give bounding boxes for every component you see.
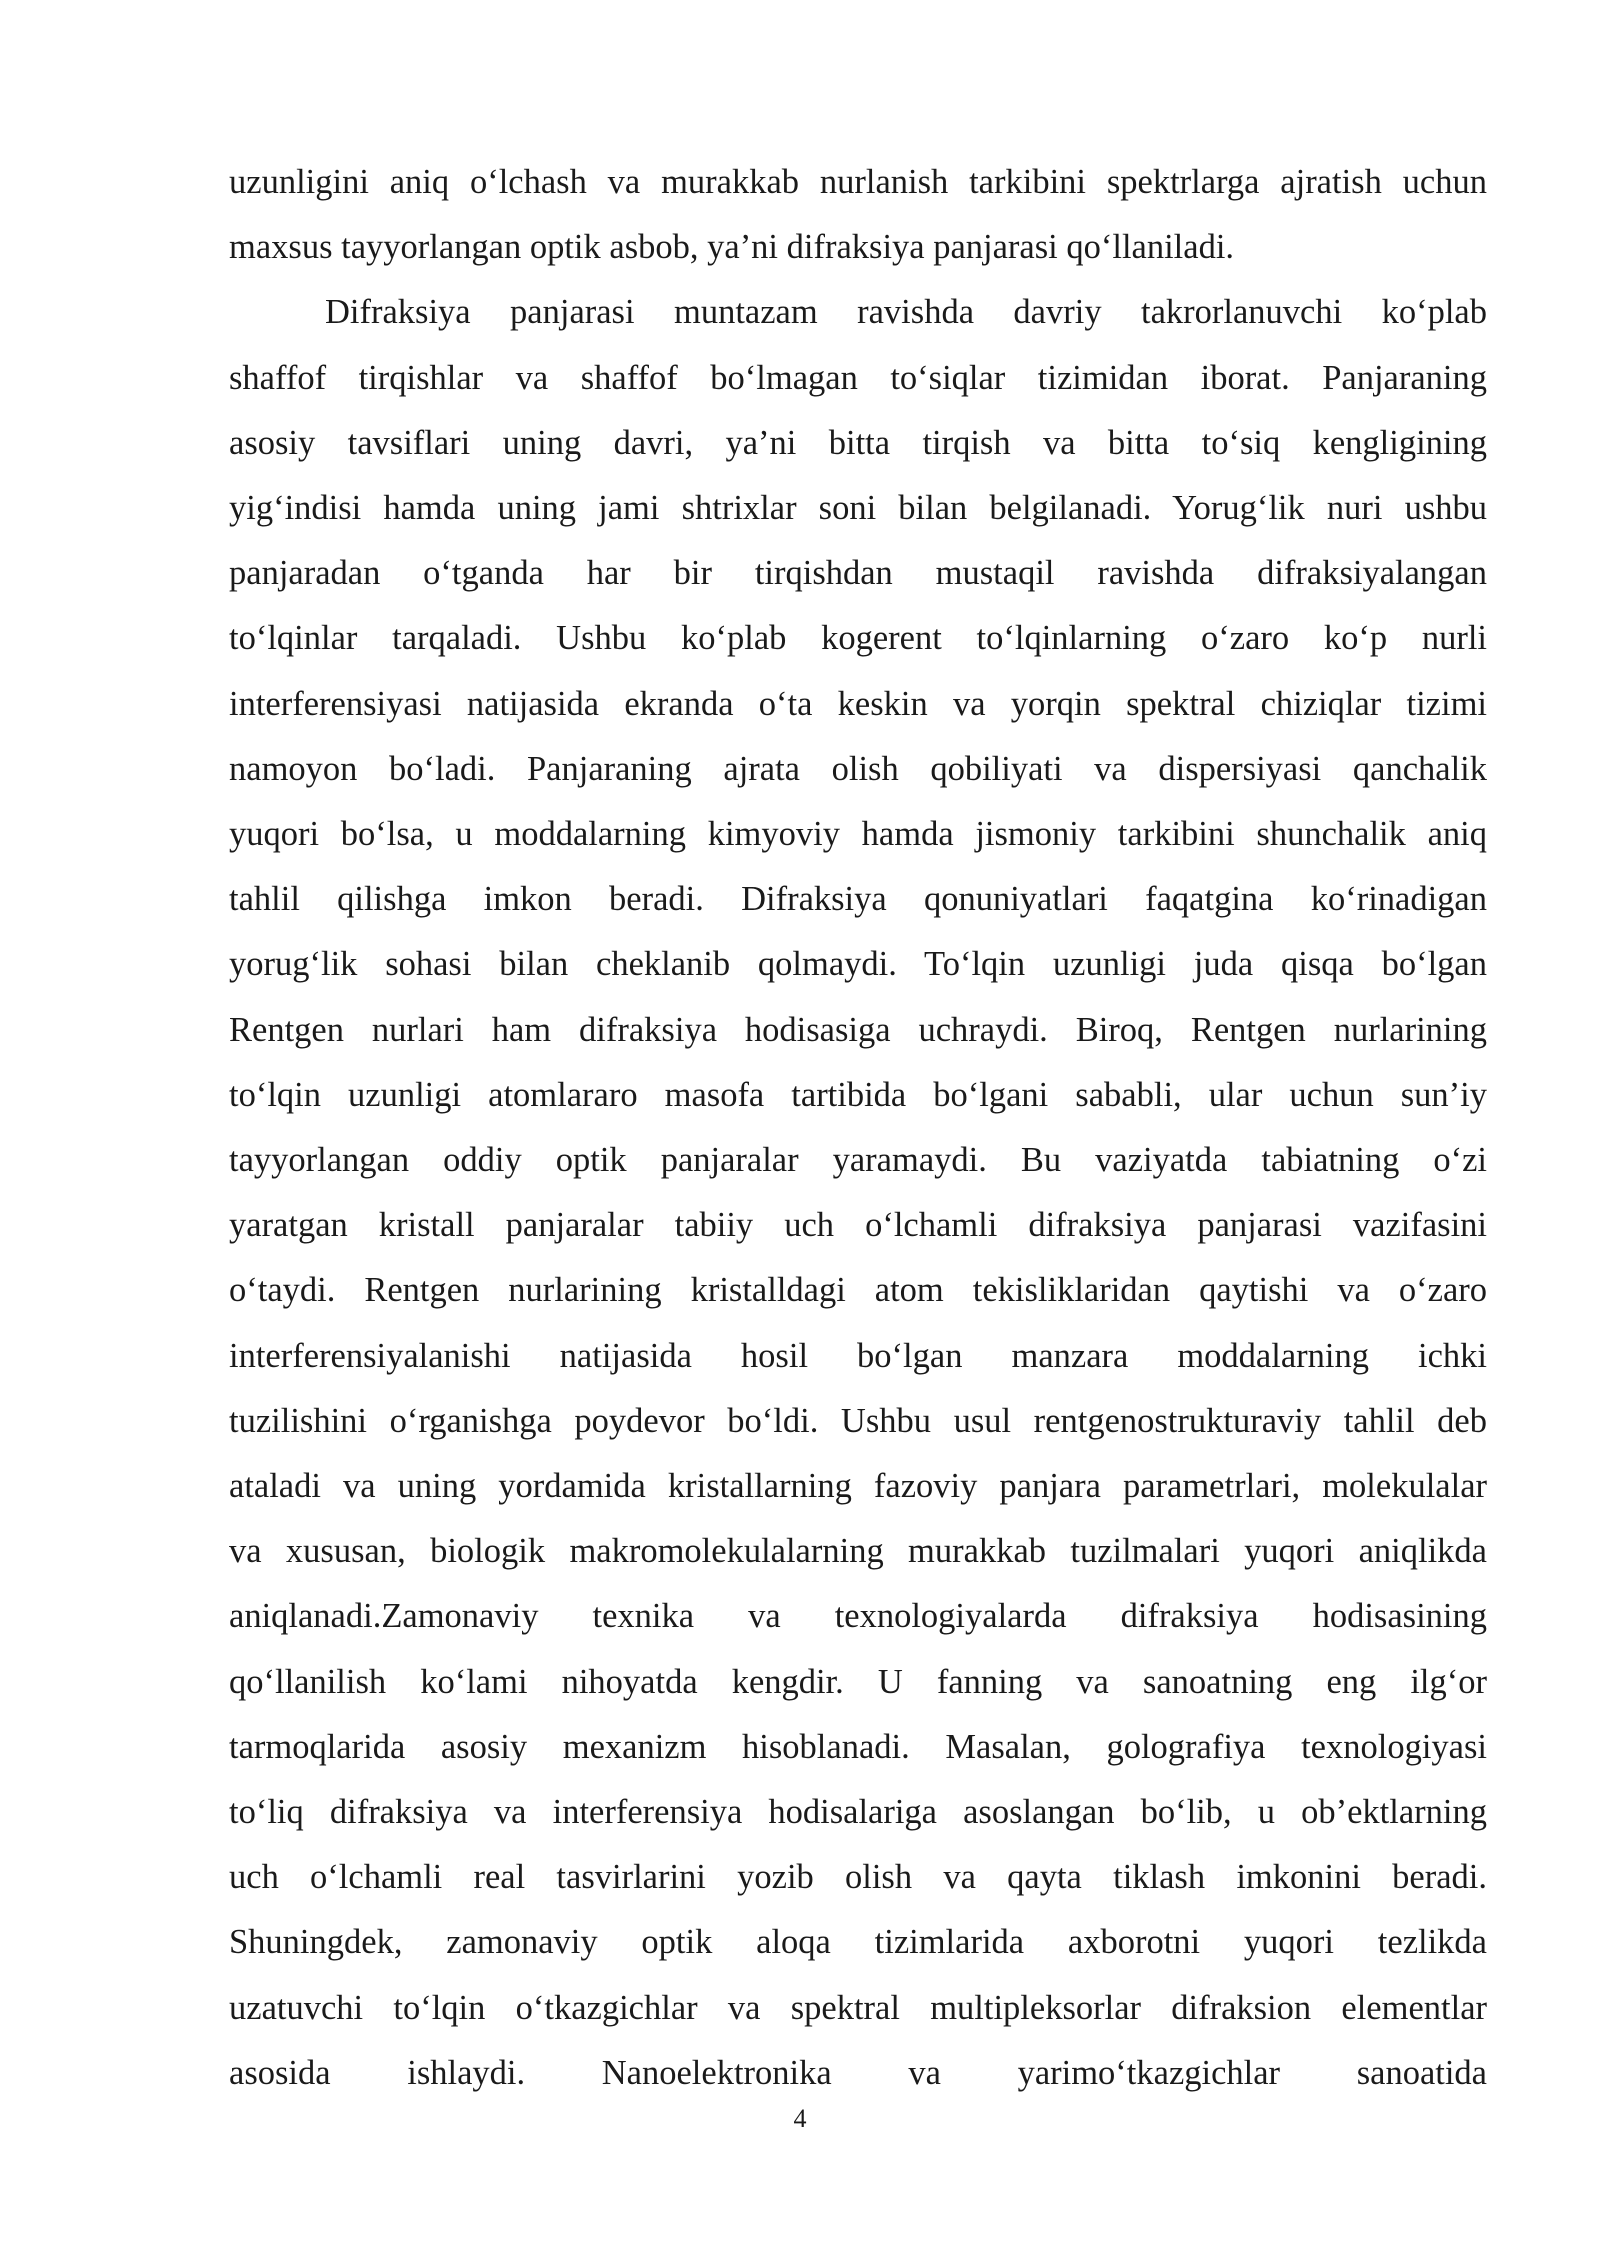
text-line: yaratgan kristall panjaralar tabiiy uch o‘lchamli difraksiya panjarasi vazifasini bbox=[229, 1206, 1487, 1245]
text-line: namoyon bo‘ladi. Panjaraning ajrata olish qobiliyati va dispersiyasi qanchalik bbox=[229, 749, 1487, 788]
text-line: shaffof tirqishlar va shaffof bo‘lmagan to‘siqlar tizimidan iborat. Panjaraning bbox=[229, 358, 1487, 397]
text-line: yorug‘lik sohasi bilan cheklanib qolmaydi. To‘lqin uzunligi juda qisqa bo‘lgan bbox=[229, 945, 1487, 984]
text-line: asosida ishlaydi. Nanoelektronika va yarimo‘tkazgichlar sanoatida bbox=[229, 2053, 1487, 2092]
page-number: 4 bbox=[793, 2104, 807, 2133]
text-line: aniqlanadi.Zamonaviy texnika va texnologiyalarda difraksiya hodisasining bbox=[229, 1597, 1487, 1636]
text-line: uzunligini aniq o‘lchash va murakkab nurlanish tarkibini spektrlarga ajratish uchun bbox=[229, 163, 1487, 201]
text-line: to‘lqinlar tarqaladi. Ushbu ko‘plab kogerent to‘lqinlarning o‘zaro ko‘p nurli bbox=[229, 619, 1487, 658]
text-line: panjaradan o‘tganda har bir tirqishdan mustaqil ravishda difraksiyalangan bbox=[229, 554, 1487, 593]
text-line: to‘liq difraksiya va interferensiya hodisalariga asoslangan bo‘lib, u ob’ektlarning bbox=[229, 1793, 1487, 1832]
text-line: yuqori bo‘lsa, u moddalarning kimyoviy hamda jismoniy tarkibini shunchalik aniq bbox=[229, 815, 1487, 854]
paragraph-1 bbox=[229, 150, 1487, 280]
text-line: interferensiyalanishi natijasida hosil bo‘lgan manzara moddalarning ichki bbox=[229, 1336, 1487, 1375]
paragraph-2 bbox=[229, 280, 1487, 2106]
text-line: tahlil qilishga imkon beradi. Difraksiya qonuniyatlari faqatgina ko‘rinadigan bbox=[229, 880, 1487, 919]
text-line: maxsus tayyorlangan optik asbob, ya’ni difraksiya panjarasi qo‘llaniladi. bbox=[229, 228, 1235, 267]
text-line: tarmoqlarida asosiy mexanizm hisoblanadi. Masalan, golografiya texnologiyasi bbox=[229, 1727, 1487, 1766]
text-line: Shuningdek, zamonaviy optik aloqa tizimlarida axborotni yuqori tezlikda bbox=[229, 1923, 1487, 1962]
text-line: o‘taydi. Rentgen nurlarining kristalldagi atom tekisliklaridan qaytishi va o‘zaro bbox=[229, 1271, 1487, 1310]
text-line: to‘lqin uzunligi atomlararo masofa tartibida bo‘lgani sababli, ular uchun sun’iy bbox=[229, 1075, 1487, 1114]
text-line: Rentgen nurlari ham difraksiya hodisasiga uchraydi. Biroq, Rentgen nurlarining bbox=[229, 1010, 1487, 1049]
text-line: va xususan, biologik makromolekulalarning murakkab tuzilmalari yuqori aniqlikda bbox=[229, 1532, 1487, 1571]
document-body bbox=[229, 150, 1487, 2106]
text-line: uzatuvchi to‘lqin o‘tkazgichlar va spektral multipleksorlar difraksion elementlar bbox=[229, 1988, 1487, 2027]
text-line: Difraksiya panjarasi muntazam ravishda davriy takrorlanuvchi ko‘plab bbox=[325, 293, 1487, 332]
text-line: yig‘indisi hamda uning jami shtrixlar soni bilan belgilanadi. Yorug‘lik nuri ushbu bbox=[229, 489, 1487, 528]
text-line: tayyorlangan oddiy optik panjaralar yaramaydi. Bu vaziyatda tabiatning o‘zi bbox=[229, 1141, 1487, 1180]
text-line: ataladi va uning yordamida kristallarning fazoviy panjara parametrlari, molekulalar bbox=[229, 1467, 1487, 1506]
text-line: interferensiyasi natijasida ekranda o‘ta keskin va yorqin spektral chiziqlar tizimi bbox=[229, 684, 1487, 723]
text-line: asosiy tavsiflari uning davri, ya’ni bitta tirqish va bitta to‘siq kengligining bbox=[229, 423, 1487, 462]
text-line: tuzilishini o‘rganishga poydevor bo‘ldi. Ushbu usul rentgenostrukturaviy tahlil deb bbox=[229, 1401, 1487, 1440]
text-line: uch o‘lchamli real tasvirlarini yozib olish va qayta tiklash imkonini beradi. bbox=[229, 1858, 1487, 1897]
text-line: qo‘llanilish ko‘lami nihoyatda kengdir. U fanning va sanoatning eng ilg‘or bbox=[229, 1662, 1487, 1701]
